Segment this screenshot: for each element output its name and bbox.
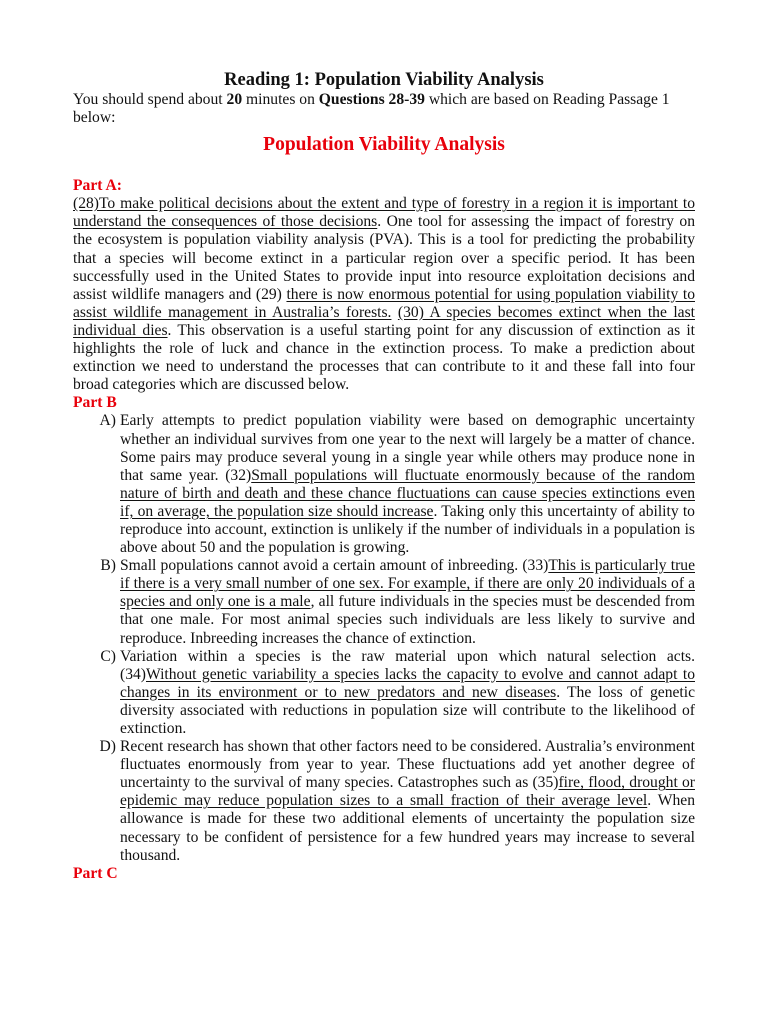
paragraph-text: . When allowance is made for these two additional elements of uncertainty the population size necessary to be confident of persistence for a few hundred years may increase to several thousand.	[120, 792, 696, 864]
list-item-c	[73, 648, 695, 738]
intro-questions: Questions 28-39	[318, 91, 425, 108]
paragraph-text: . This observation is a useful starting point for any discussion of extinction as it highlights the role of luck and chance in the extinction process. To make a prediction about extinction we need to understand the processes that can contribute to it and these fall into four broad categories which are discussed below.	[73, 321, 695, 394]
list-letter: C)	[100, 647, 116, 665]
part-a-heading: Part A:	[73, 177, 122, 195]
underlined-answer-34: Without genetic variability a species lacks the capacity to evolve and cannot adapt to changes in its environment or to new predators and new diseases	[120, 665, 695, 701]
underlined-answer-29: there is now enormous potential for using population viability to assist wildlife management in Australia’s forests.	[73, 285, 695, 321]
intro-text: which are based on Reading Passage 1 below:	[73, 91, 670, 127]
list-item-body	[120, 412, 695, 557]
intro-text: You should spend about	[73, 91, 227, 108]
underlined-answer-30: (30) A species becomes extinct when the last individual dies	[73, 303, 695, 339]
list-item-d	[73, 738, 695, 865]
passage-title: Population Viability Analysis	[263, 134, 505, 156]
list-letter: A)	[99, 412, 116, 430]
list-item-body	[120, 648, 695, 738]
underlined-answer-35: fire, flood, drought or epidemic may reduce population sizes to a small fraction of their average level	[120, 774, 695, 810]
part-a-paragraph	[73, 195, 695, 394]
page-title: Reading 1: Population Viability Analysis	[224, 70, 544, 90]
list-item-body	[120, 738, 695, 865]
paragraph-text: Recent research has shown that other factors need to be considered. Australia’s environment fluctuates enormously from year to year. These fluctuations add yet another degree of uncertainty to the survival of many species. Catastrophes such as (35)	[120, 738, 695, 792]
underlined-answer-28: (28)To make political decisions about the extent and type of forestry in a region it is important to understand the consequences of those decisions	[73, 195, 695, 231]
intro-text: minutes on	[242, 91, 319, 108]
list-item-b	[73, 557, 695, 647]
paragraph-text: , all future individuals in the species must be descended from that one male. For most animal species such individuals are less likely to survive and reproduce. Inbreeding increases the chance of extinction.	[120, 593, 695, 647]
part-c-heading: Part C	[73, 864, 118, 882]
list-item-a	[73, 412, 695, 557]
list-letter: B)	[100, 557, 116, 575]
paragraph-text: . Taking only this uncertainty of ability to reproduce into account, extinction is unlikely if the number of individuals in a population is above about 50 and the population is growing.	[120, 502, 695, 557]
instructions	[73, 91, 695, 127]
part-b-heading: Part B	[73, 394, 117, 412]
paragraph-text: Early attempts to predict population viability were based on demographic uncertainty whether an individual survives from one year to the next will largely be a matter of chance. Some pairs may produce several young in a single year while others may produce none in that same year. (32)	[120, 412, 695, 484]
paragraph-text: Variation within a species is the raw material upon which natural selection acts. (34)	[120, 647, 695, 683]
underlined-answer-33: This is particularly true if there is a very small number of one sex. For example, if there are only 20 individuals of a species and only one is a male	[120, 557, 695, 611]
paragraph-text: . One tool for assessing the impact of forestry on the ecosystem is population viability analysis (PVA). This is a tool for predicting the probability that a species will become extinct in a particular region over a specific period. It has been successfully used in the United States to provide input into resource exploitation decisions and assist wildlife managers and (29)	[73, 213, 695, 303]
reading-passage	[73, 69, 695, 883]
list-item-body	[120, 557, 695, 647]
underlined-answer-32: Small populations will fluctuate enormously because of the random nature of birth and death and these chance fluctuations can cause species extinctions even if, on average, the population size should increase	[120, 466, 695, 520]
intro-minutes: 20	[226, 91, 243, 108]
paragraph-text: Small populations cannot avoid a certain amount of inbreeding. (33)	[120, 557, 549, 575]
list-letter: D)	[99, 738, 116, 756]
paragraph-text: . The loss of genetic diversity associated with reductions in population size will contribute to the likelihood of extinction.	[120, 683, 695, 737]
